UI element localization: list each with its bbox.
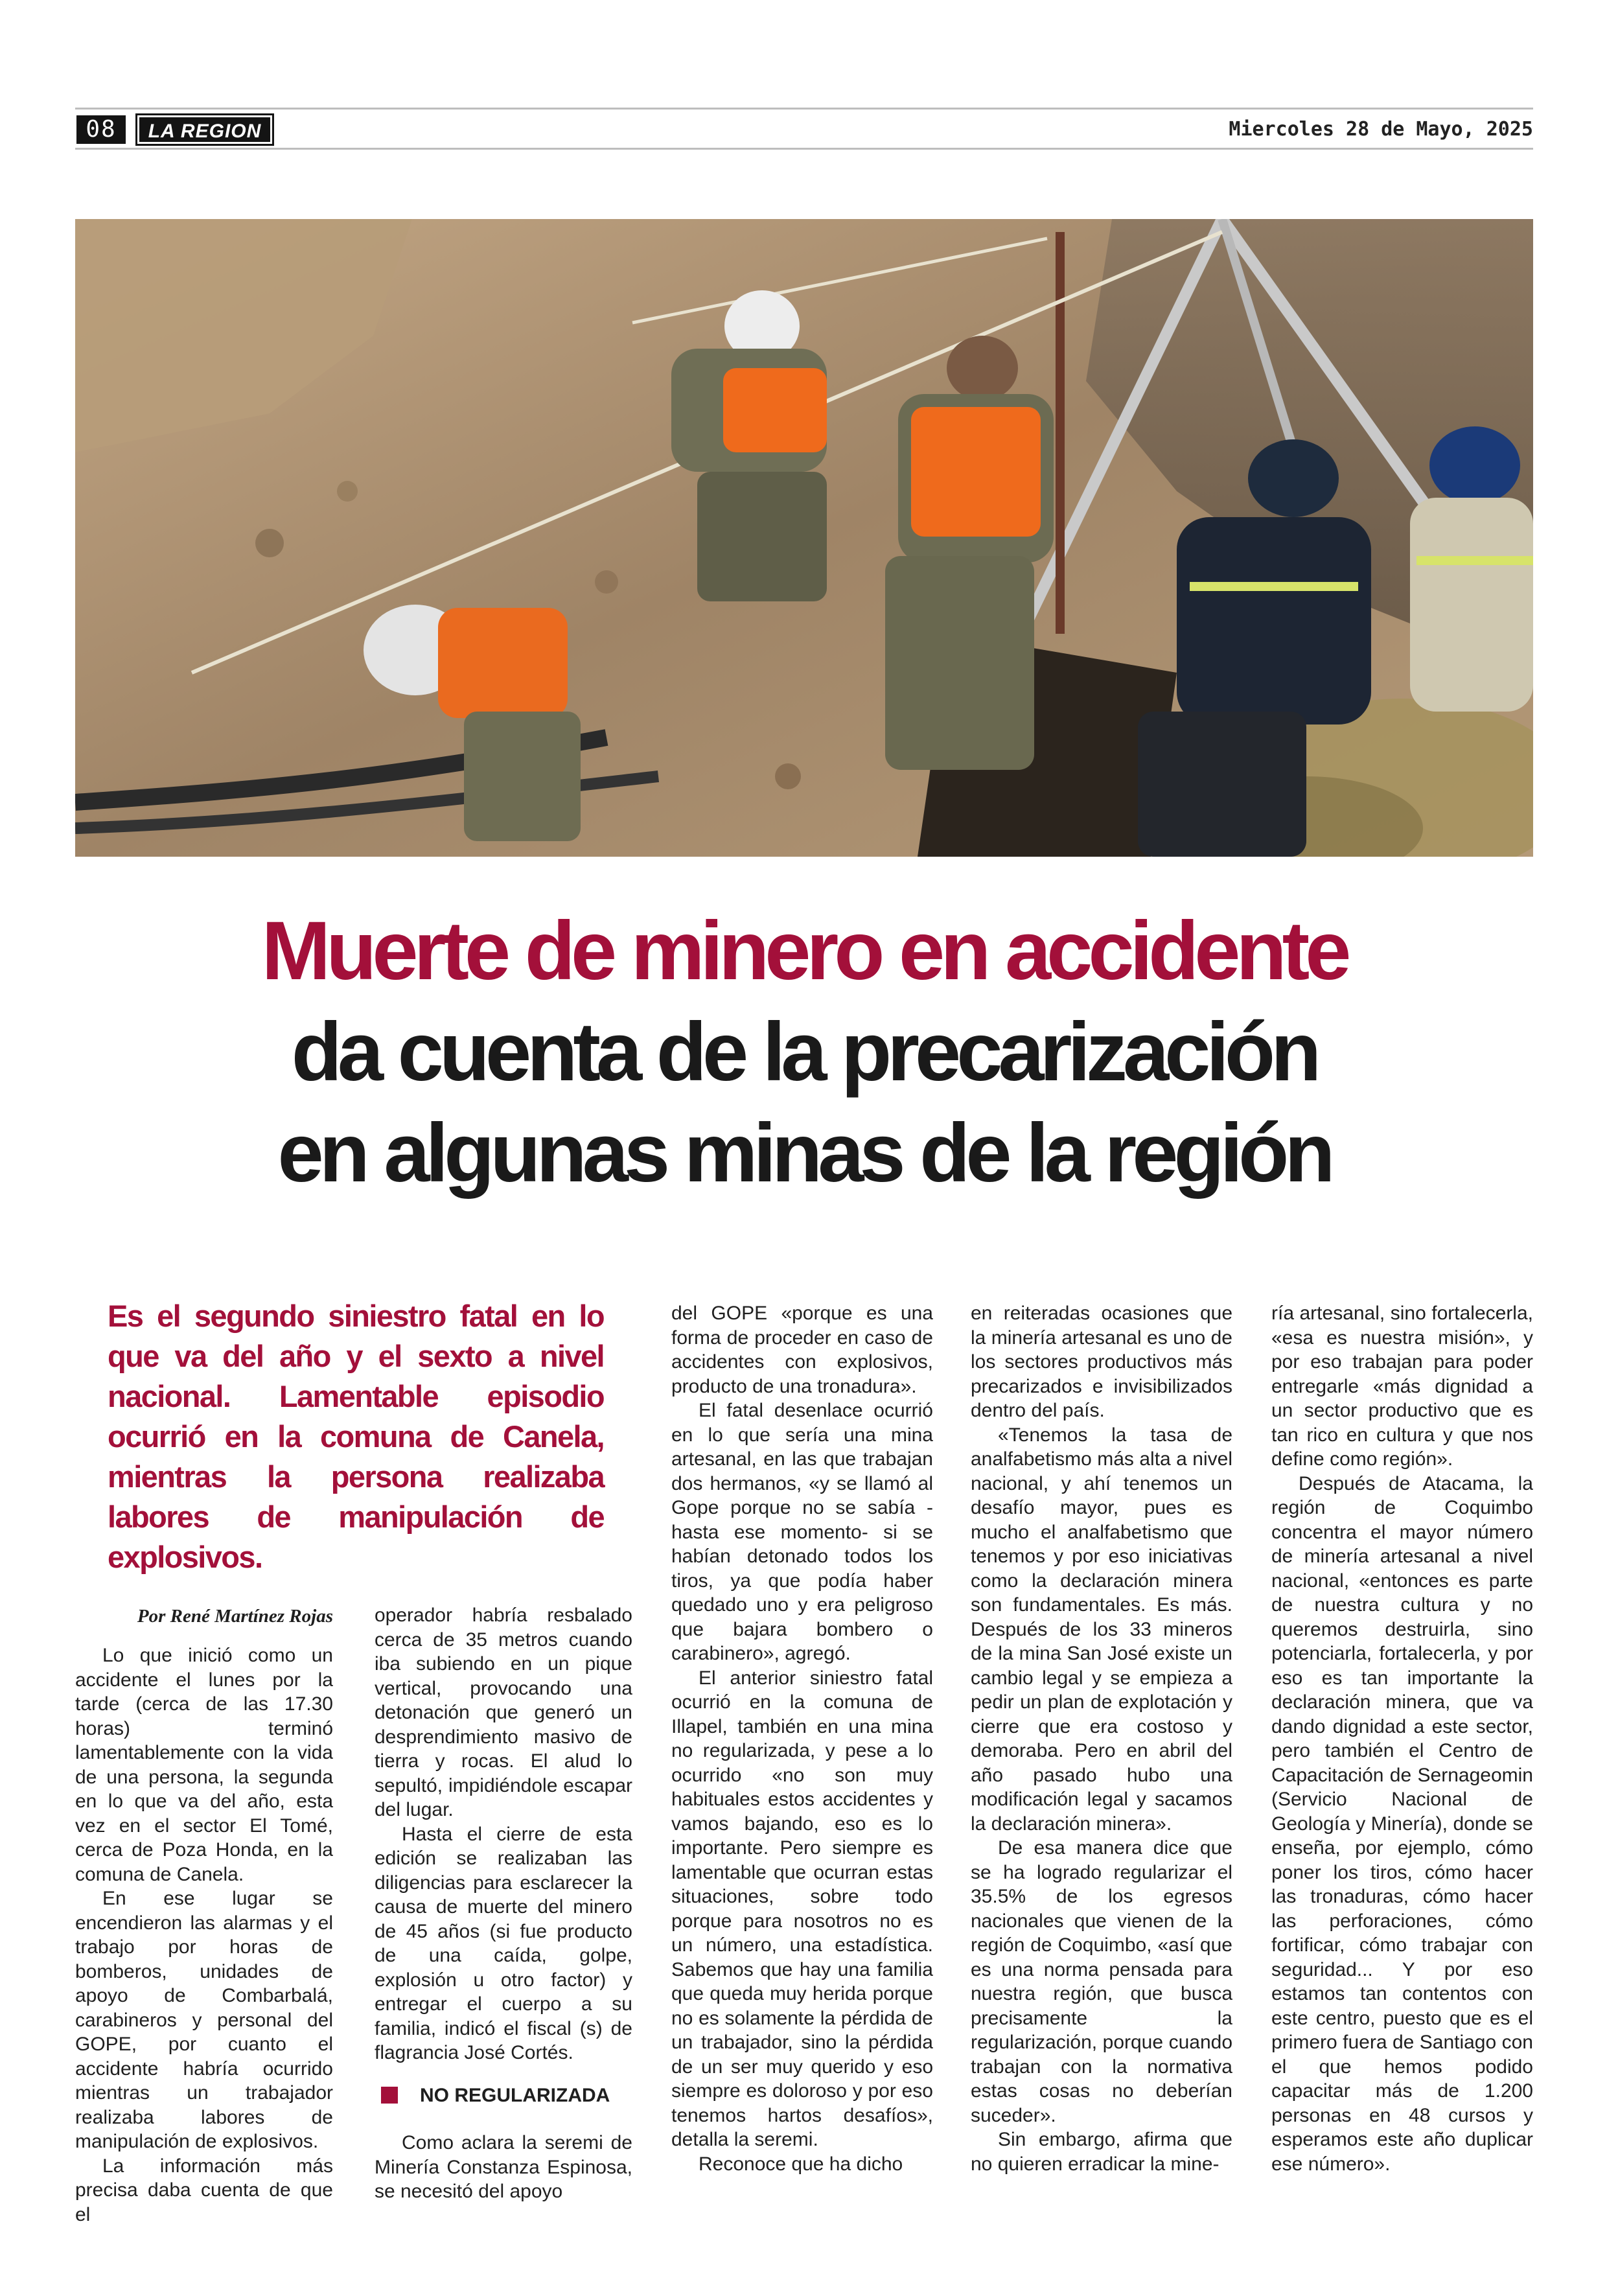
paragraph: En ese lugar se encendieron las alarmas y el trabajo por horas de bomberos, unidades de apoyo de Combarbalá, carabineros y personal del GOPE, por cuanto el accidente habría ocurrido mientras un trabajador realizaba labores de manipulación de explosivos.: [75, 1888, 333, 2152]
paragraph: Después de Atacama, la región de Coquimbo concentra el mayor número de minería artesanal a nivel nacional, «entonces es parte de nuestra cultura y no queremos destruirla, sino potenciarla, fortalecerla, y por eso es tan importante la declaración minera, que va dando dignidad a este sector, pero también el Centro de Capacitación de Sernageomin (Servicio Nacional de Geología y Minería), donde se enseña, por ejemplo, cómo poner los tiros, cómo hacer las tronaduras, cómo hacer las perforaciones, cómo fortificar, cómo trabajar con seguridad... Y por eso estamos tan contentos con este centro, puesto que es el primero fuera de Santiago con el que hemos podido capacitar más de 1.200 personas en 48 cursos y esperamos este año duplicar ese número».: [1271, 1472, 1533, 2175]
column-1: [75, 1603, 333, 2227]
square-bullet-icon: [381, 2087, 398, 2104]
subhead-label: NO REGULARIZADA: [420, 2084, 610, 2106]
rescue-photo: [75, 219, 1533, 857]
section-subhead: [375, 2083, 632, 2108]
headline-line-3: en algunas minas de la región: [277, 1107, 1331, 1200]
headline-line-1: Muerte de minero en accidente: [261, 905, 1347, 997]
article-deck: Es el segundo siniestro fatal en lo que va del año y el sexto a nivel nacional. Lamentable episodio ocurrió en la comuna de Canela, mientras la persona realizaba labores de manipulación de explosivos.: [108, 1299, 604, 1574]
paragraph: del GOPE «porque es una forma de proceder en caso de accidentes con explosivos, producto de una tronadura».: [671, 1303, 933, 1397]
paragraph: operador habría resbalado cerca de 35 metros cuando iba subiendo en un pique vertical, provocando una detonación que generó un desprendimiento masivo de tierra y rocas. El alud lo sepultó, impidiéndole escapar del lugar.: [375, 1605, 632, 1820]
paragraph: ría artesanal, sino fortalecerla, «esa es nuestra misión», y por eso trabajan para poder entregarle «más dignidad a un sector productivo que es tan rico en cultura y que nos define como región».: [1271, 1303, 1533, 1470]
paragraph: Sin embargo, afirma que no quieren erradicar la mine-: [971, 2129, 1232, 2175]
paragraph: Hasta el cierre de esta edición se realizaban las diligencias para esclarecer la causa de muerte del minero de 45 años (si fue producto de una caída, golpe, explosión u otro factor) y entregar el cuerpo a su familia, indicó el fiscal (s) de flagrancia José Cortés.: [375, 1823, 632, 2063]
column-3: [671, 1301, 933, 2176]
photo-illustration: [75, 219, 1533, 857]
header-rule-bottom: [75, 148, 1533, 150]
paragraph: Reconoce que ha dicho: [699, 2153, 903, 2175]
article-headline: [75, 901, 1533, 1204]
headline-line-2: da cuenta de la precarización: [291, 1006, 1317, 1098]
page-number: 08: [76, 115, 126, 144]
issue-date: Miercoles 28 de Mayo, 2025: [1229, 118, 1533, 141]
paragraph: «Tenemos la tasa de analfabetismo más alta a nivel nacional, y ahí tenemos un desafío mayor, pues es mucho el analfabetismo que tenemos y por eso iniciativas como la declaración minera son fundamentales. Es más. Después de los 33 mineros de la mina San José existe un cambio legal y se empieza a pedir un plan de explotación y cierre que era costoso y demoraba. Pero en abril del año pasado hubo una modificación legal y sacamos la declaración minera».: [971, 1424, 1232, 1835]
paragraph: El anterior siniestro fatal ocurrió en la comuna de Illapel, también en una mina no regularizada, y pese a lo ocurrido «no son muy habituales estos accidentes y vamos bajando, eso es lo importante. Pero siempre es lamentable que ocurran estas situaciones, sobre todo porque para nosotros no es un número, una estadística. Sabemos que hay una familia que queda muy herida porque no es solamente la pérdida de un trabajador, sino la pérdida de un ser muy querido y eso siempre es doloroso y por eso tenemos hartos desafíos», detalla la seremi.: [671, 1667, 933, 2150]
masthead-logo: LA REGION: [137, 115, 272, 144]
paragraph: en reiteradas ocasiones que la minería artesanal es uno de los sectores productivos más precarizados e invisibilizados dentro del país.: [971, 1303, 1232, 1421]
paragraph: El fatal desenlace ocurrió en lo que sería una mina artesanal, en las que trabajan dos hermanos, «y se llamó al Gope porque no se sabía -hasta ese momento- si se habían detonado todos los tiros, ya que podía haber quedado uno y era peligroso que bajara bombero o carabinero», agregó.: [671, 1400, 933, 1664]
column-5: [1271, 1301, 1533, 2176]
paragraph: De esa manera dice que se ha logrado regularizar el 35.5% de los egresos nacionales que vienen de la región de Coquimbo, «así que es una norma pensada para nuestra región, que busca precisamente la regularización, porque cuando trabajan con la normativa estas cosas no deberían suceder».: [971, 1837, 1232, 2126]
column-2: [375, 1603, 632, 2204]
paragraph: Como aclara la seremi de Minería Constanza Espinosa, se necesitó del apoyo: [375, 2132, 632, 2202]
column-4: [971, 1301, 1232, 2176]
paragraph: Lo que inició como un accidente el lunes por la tarde (cerca de las 17.30 horas) terminó lamentablemente con la vida de una persona, la segunda en lo que va del año, esta vez en el sector El Tomé, cerca de Poza Honda, en la comuna de Canela.: [75, 1645, 333, 1885]
header-rule-top: [75, 108, 1533, 110]
paragraph: La información más precisa daba cuenta de que el: [75, 2155, 333, 2225]
byline: Por René Martínez Rojas: [137, 1606, 333, 1627]
